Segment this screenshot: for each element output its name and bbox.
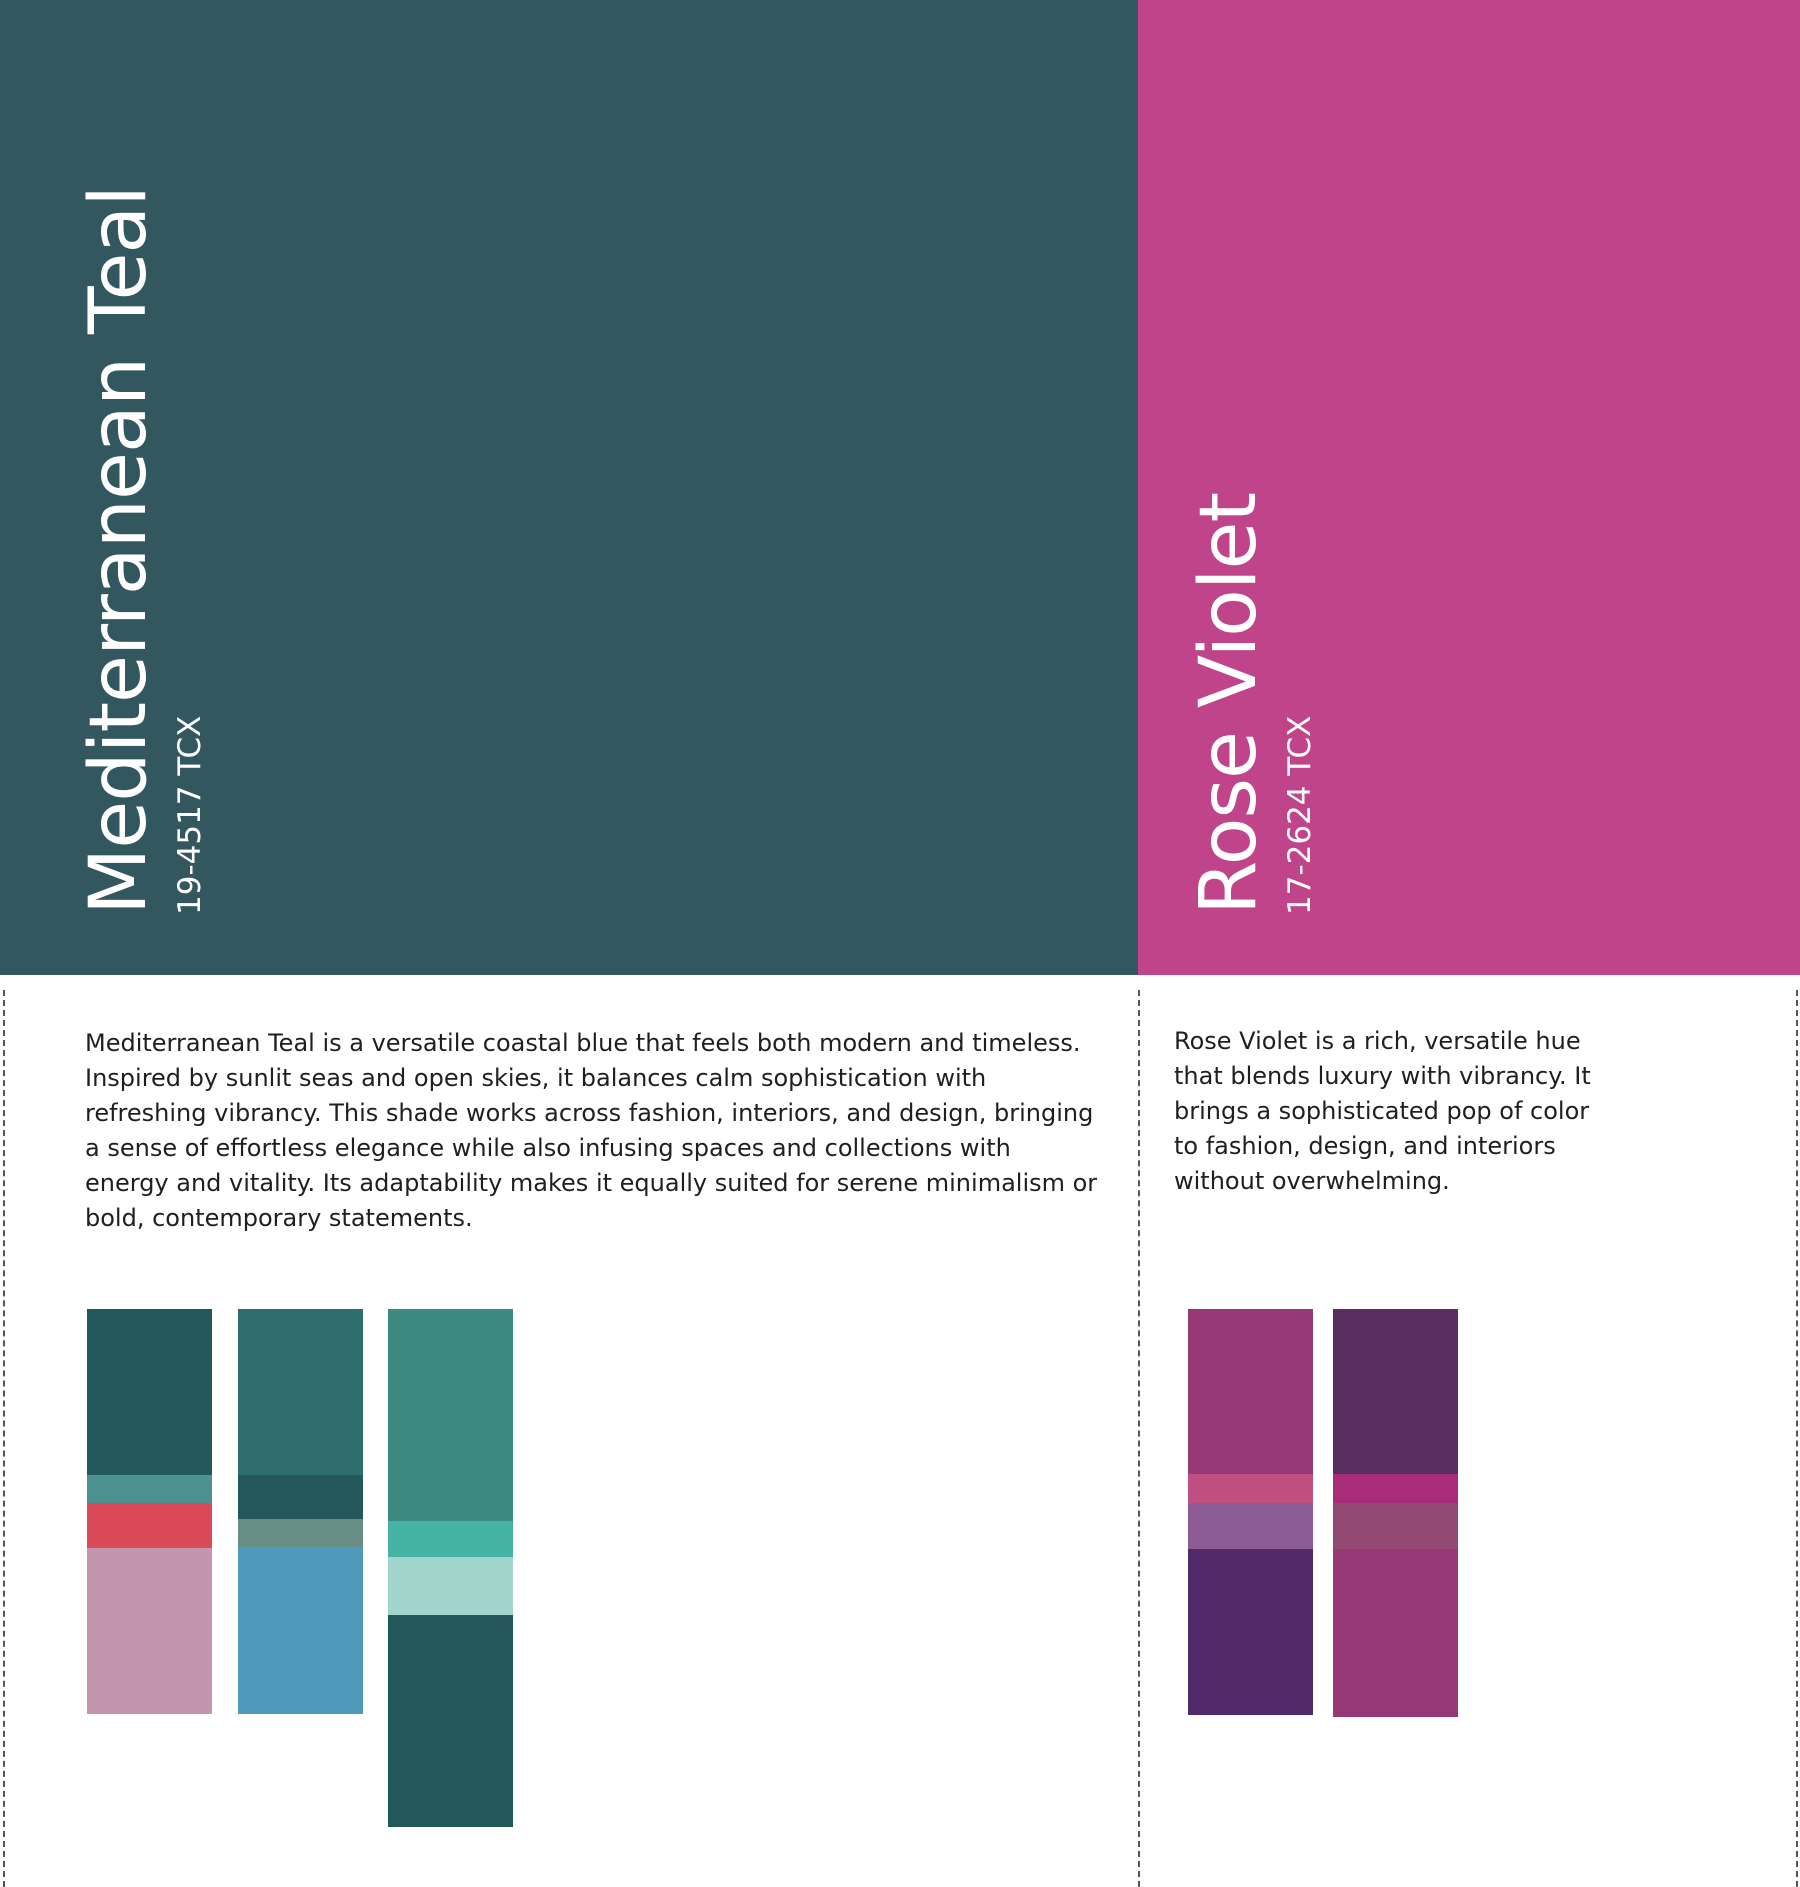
left-dashed-divider [3, 990, 5, 1887]
teal-palette-1-swatch-4 [87, 1548, 212, 1714]
rose-palette-2-swatch-2 [1333, 1474, 1458, 1503]
rose-color-panel [1138, 0, 1800, 975]
rose-palette-1-swatch-3 [1188, 1503, 1313, 1549]
teal-palette-1-swatch-1 [87, 1309, 212, 1475]
rose-palette-1 [1188, 1309, 1313, 1715]
teal-palette-2-swatch-1 [238, 1309, 363, 1475]
rose-color-code: 17-2624 TCX [1282, 715, 1318, 915]
teal-palette-2 [238, 1309, 363, 1714]
teal-color-name: Mediterranean Teal [74, 186, 164, 915]
rose-palette-2-swatch-3 [1333, 1503, 1458, 1549]
rose-palette-1-swatch-4 [1188, 1549, 1313, 1715]
rose-palette-2-swatch-1 [1333, 1309, 1458, 1474]
rose-palette-2-swatch-4 [1333, 1549, 1458, 1717]
right-dashed-divider [1796, 990, 1798, 1887]
teal-palette-2-swatch-2 [238, 1475, 363, 1519]
teal-palette-1-swatch-2 [87, 1475, 212, 1503]
rose-palette-1-swatch-2 [1188, 1474, 1313, 1503]
teal-palette-1 [87, 1309, 212, 1714]
rose-palette-2 [1333, 1309, 1458, 1717]
teal-palette-3 [388, 1309, 513, 1827]
teal-palette-2-swatch-4 [238, 1547, 363, 1714]
teal-palette-3-swatch-2 [388, 1521, 513, 1557]
teal-color-code: 19-4517 TCX [172, 715, 208, 915]
rose-description: Rose Violet is a rich, versatile hue that blends luxury with vibrancy. It brings a sophisticated pop of color to fashion, design, and interiors without overwhelming. [1174, 1027, 1591, 1195]
teal-palette-3-swatch-1 [388, 1309, 513, 1521]
teal-color-panel [0, 0, 1138, 975]
teal-palette-3-swatch-4 [388, 1615, 513, 1827]
teal-palette-3-swatch-3 [388, 1557, 513, 1615]
teal-palette-1-swatch-3 [87, 1503, 212, 1548]
teal-palette-2-swatch-3 [238, 1519, 363, 1547]
teal-description: Mediterranean Teal is a versatile coastal blue that feels both modern and timeless. Inspired by sunlit seas and open skies, it balances calm sophistication with refreshing vibrancy. This shade works across fashion, interiors, and design, bringing a sense of effortless elegance while also infusing spaces and collections with energy and vitality. Its adaptability makes it equally suited for serene minimalism or bold, contemporary statements. [85, 1029, 1098, 1232]
center-dashed-divider [1138, 990, 1140, 1887]
rose-color-name: Rose Violet [1184, 492, 1274, 915]
rose-palette-1-swatch-1 [1188, 1309, 1313, 1474]
